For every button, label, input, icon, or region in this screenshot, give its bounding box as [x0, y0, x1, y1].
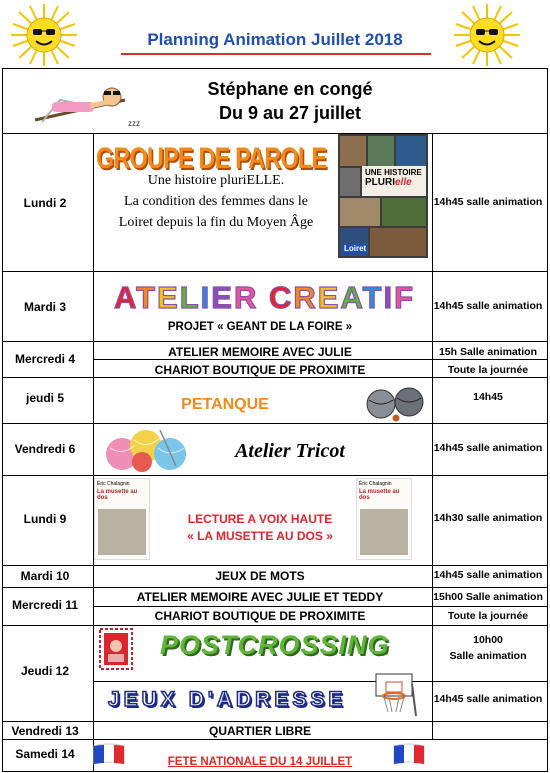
activity-label: FETE NATIONALE DU 14 JUILLET [167, 756, 353, 768]
notice-line-1: Stéphane en congé [207, 79, 373, 99]
french-flag-icon [92, 742, 126, 768]
activity-label: ATELIER MEMOIRE AVEC JULIE [168, 345, 352, 359]
time-label: 14h45 salle animation [433, 569, 543, 581]
time-label: Toute la journée [447, 364, 529, 376]
banner-letter: T [362, 280, 384, 315]
day-label: Mardi 10 [20, 569, 70, 583]
day-label: Mardi 3 [23, 300, 66, 314]
book-title: La musette au dos [97, 489, 138, 501]
book-author: Éric Chalagnin [359, 481, 392, 487]
book-cover-musette [94, 478, 150, 560]
notice-line-2: Du 9 au 27 juillet [218, 103, 362, 123]
day-label: Lundi 2 [23, 196, 67, 210]
banner-jeux-d-adresse: JEUX D'ADRESSE [108, 688, 347, 711]
book-title: La musette au dos [359, 489, 400, 501]
activity-description [96, 170, 336, 233]
day-label: Samedi 14 [15, 747, 75, 761]
yarn-balls-icon [102, 426, 194, 472]
activity-label: « LA MUSETTE AU DOS » [187, 529, 333, 543]
time-label: 14h30 salle animation [433, 512, 543, 524]
activity-label: QUARTIER LIBRE [209, 724, 311, 738]
activity-label: CHARIOT BOUTIQUE DE PROXIMITE [154, 609, 366, 623]
day-label: Mercredi 4 [14, 352, 76, 366]
svg-text:zzz: zzz [128, 119, 140, 128]
banner-groupe-de-parole: GROUPE DE PAROLE [96, 142, 327, 175]
book-title-line: PLURI [365, 177, 395, 188]
time-label: 14h45 salle animation [433, 693, 543, 705]
banner-letter: R [293, 280, 318, 315]
banner-letter: R [233, 280, 259, 315]
activity-detail: PROJET « GEANT DE LA FOIRE » [167, 321, 353, 333]
book-title-line: elle [395, 177, 412, 188]
banner-letter: I [200, 280, 212, 315]
book-author: Éric Chalagnin [97, 481, 130, 487]
time-label: Salle animation [449, 650, 527, 662]
book-cover-musette [356, 478, 412, 560]
time-label: 15h00 Salle animation [433, 591, 543, 603]
time-label: 14h45 [473, 391, 503, 403]
description-line: La condition des femmes dans le [124, 194, 308, 209]
banner-letter: E [157, 280, 180, 315]
time-label: 14h45 salle animation [433, 196, 543, 208]
banner-atelier-creatif [114, 278, 426, 316]
time-label: 14h45 salle animation [433, 442, 543, 454]
activity-label: CHARIOT BOUTIQUE DE PROXIMITE [154, 363, 366, 377]
activity-label: Atelier Tricot [235, 440, 345, 462]
description-line: Loiret depuis la fin du Moyen Âge [118, 215, 314, 230]
day-label: Vendredi 6 [14, 442, 76, 456]
activity-label: PETANQUE [181, 396, 269, 413]
book-cover-histoire-plurielle [338, 134, 428, 258]
description-line: Une histoire pluriELLE. [147, 173, 285, 188]
time-label: 15h Salle animation [438, 346, 538, 358]
day-label: Mercredi 11 [11, 598, 79, 612]
banner-letter: T [136, 280, 158, 315]
stamp-icon [99, 628, 133, 670]
banner-letter: I [383, 280, 395, 315]
banner-letter: C [268, 280, 294, 315]
day-label: Vendredi 13 [11, 724, 79, 738]
day-label: jeudi 5 [25, 391, 64, 405]
activity-label: JEUX DE MOTS [215, 569, 305, 583]
activity-label: LECTURE A VOIX HAUTE [187, 512, 333, 526]
banner-letter: E [211, 280, 234, 315]
page-title: Planning Animation Juillet 2018 [147, 30, 403, 49]
petanque-balls-icon [364, 382, 428, 422]
banner-letter: A [114, 280, 137, 315]
basketball-hoop-icon [368, 672, 418, 718]
svg-text:ATELIER CREATIF [114, 280, 415, 315]
activity-label: ATELIER MEMOIRE AVEC JULIE ET TEDDY [136, 590, 384, 604]
book-brand: Loiret [344, 244, 367, 253]
title-underline [121, 53, 431, 55]
book-title-line: UNE HISTOIRE [365, 168, 422, 177]
day-label: Jeudi 12 [20, 664, 70, 678]
banner-letter [258, 280, 269, 315]
banner-letter: L [179, 280, 201, 315]
banner-letter: A [340, 280, 363, 315]
banner-postcrossing: POSTCROSSING [160, 630, 390, 660]
time-label: 14h45 salle animation [433, 300, 543, 312]
day-label: Lundi 9 [23, 512, 67, 526]
banner-letter: F [394, 280, 416, 315]
time-label: Toute la journée [447, 610, 529, 622]
banner-letter: E [317, 280, 341, 315]
french-flag-icon [392, 742, 426, 768]
time-label: 10h00 [473, 634, 503, 646]
